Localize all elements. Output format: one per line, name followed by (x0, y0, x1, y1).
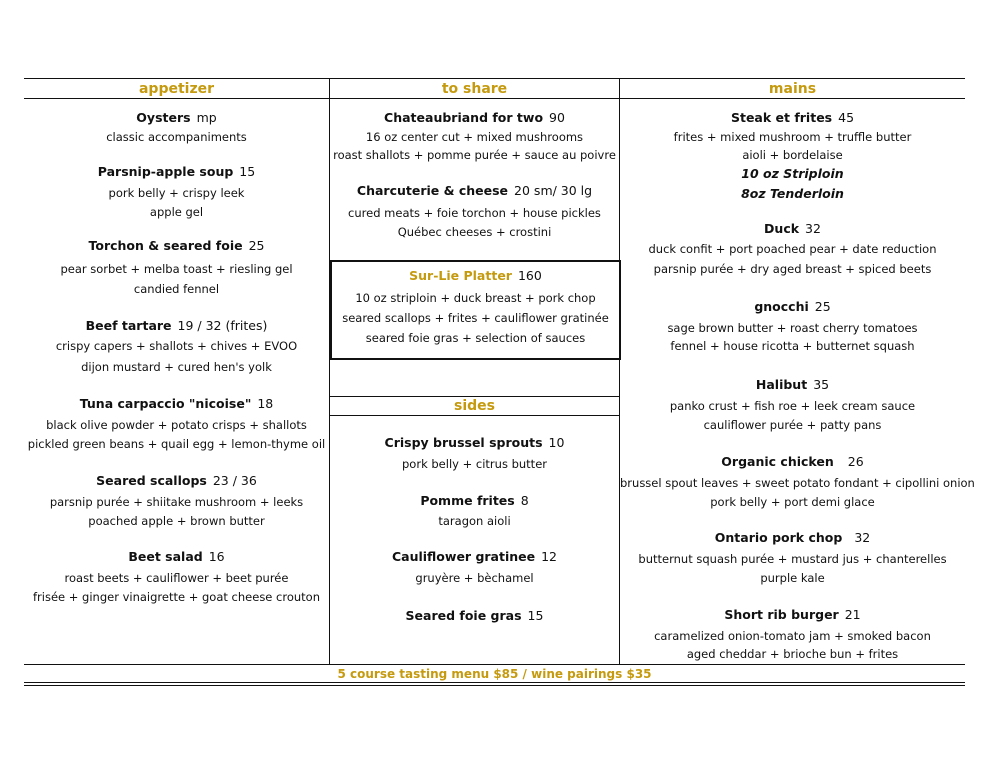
header-mains: mains (768, 81, 817, 97)
header-sides: sides (454, 398, 495, 414)
menu-item-option: 8oz Tenderloin (741, 186, 844, 201)
menu-item-title: Halibut 35 (755, 377, 830, 392)
menu-item-desc: purple kale (760, 571, 825, 585)
menu-item-desc: black olive powder + potato crisps + shallots (46, 418, 307, 432)
menu-item-title: Short rib burger 21 (724, 607, 861, 622)
menu-item-desc: gruyère + bèchamel (415, 571, 534, 585)
menu-item-desc: roast beets + cauliflower + beet purée (64, 571, 289, 585)
menu-item-desc: frites + mixed mushroom + truffle butter (673, 130, 912, 144)
menu-item-desc: brussel spout leaves + sweet potato fondant + cipollini onion (620, 476, 975, 490)
menu-item-title: Torchon & seared foie 25 (88, 238, 265, 253)
header-to-share: to share (441, 81, 508, 97)
menu-item-desc: pork belly + crispy leek (108, 186, 245, 200)
menu-item-desc: poached apple + brown butter (88, 514, 265, 528)
menu-item-title: Seared scallops 23 / 36 (96, 473, 257, 488)
menu-item-desc: parsnip purée + dry aged breast + spiced beets (653, 262, 932, 276)
menu-item-title: Charcuterie & cheese 20 sm/ 30 lg (356, 183, 593, 198)
appetizer-column (24, 0, 329, 773)
menu-item-desc: fennel + house ricotta + butternet squash (670, 339, 915, 353)
menu-item-desc: aioli + bordelaise (742, 148, 843, 162)
platter-title: Sur-Lie Platter 160 (409, 268, 542, 283)
menu-item-desc: parsnip purée + shiitake mushroom + leeks (49, 495, 304, 509)
menu-item-desc: taragon aioli (438, 514, 511, 528)
menu-item-title: Steak et frites 45 (730, 110, 855, 125)
platter-desc: seared foie gras + selection of sauces (365, 331, 586, 345)
menu-item-title: Crispy brussel sprouts 10 (384, 435, 565, 450)
menu-item-title: Beef tartare 19 / 32 (frites) (85, 318, 268, 333)
menu-item-title: gnocchi 25 (754, 299, 831, 314)
menu-item-desc: candied fennel (133, 282, 220, 296)
menu-item-title: Parsnip-apple soup 15 (97, 164, 256, 179)
menu-item-title: Cauliflower gratinee 12 (391, 549, 558, 564)
menu-item-desc: panko crust + fish roe + leek cream sauce (669, 399, 916, 413)
menu-item-desc: Québec cheeses + crostini (397, 225, 552, 239)
menu-item-desc: butternut squash purée + mustard jus + chanterelles (638, 552, 947, 566)
menu-item-desc: apple gel (149, 205, 204, 219)
menu-item-desc: 16 oz center cut + mixed mushrooms (365, 130, 584, 144)
menu-item-title: Beet salad 16 (128, 549, 225, 564)
menu-item-title: Tuna carpaccio "nicoise" 18 (79, 396, 274, 411)
menu-item-desc: dijon mustard + cured hen's yolk (81, 360, 272, 374)
platter-desc: 10 oz striploin + duck breast + pork chop (355, 291, 596, 305)
menu-item-desc: pickled green beans + quail egg + lemon-thyme oil (27, 437, 326, 451)
sides-column (330, 0, 619, 773)
menu-item-desc: sage brown butter + roast cherry tomatoes (667, 321, 918, 335)
menu-item-option: 10 oz Striploin (741, 166, 844, 181)
mains-column (620, 0, 975, 773)
menu-item-desc: classic accompaniments (106, 130, 247, 144)
menu-item-desc: roast shallots + pomme purée + sauce au poivre (333, 148, 616, 162)
menu-item-desc: cured meats + foie torchon + house pickles (348, 206, 601, 220)
tasting-menu-footer: 5 course tasting menu $85 / wine pairings $35 (337, 667, 652, 681)
menu-item-title: Chateaubriand for two 90 (384, 110, 565, 125)
menu-item-desc: frisée + ginger vinaigrette + goat cheese crouton (32, 590, 320, 604)
menu-item-title: Organic chicken 26 (721, 454, 864, 469)
header-appetizer: appetizer (138, 81, 215, 97)
menu-item-title: Duck 32 (764, 221, 821, 236)
menu-item-title: Pomme frites 8 (420, 493, 529, 508)
menu-item-title: Seared foie gras 15 (405, 608, 544, 623)
menu-item-desc: crispy capers + shallots + chives + EVOO (55, 339, 298, 353)
platter-desc: seared scallops + frites + cauliflower gratinée (342, 311, 609, 325)
menu-item-title: Ontario pork chop 32 (714, 530, 871, 545)
menu-item-desc: cauliflower purée + patty pans (703, 418, 882, 432)
menu-item-desc: aged cheddar + brioche bun + frites (686, 647, 899, 661)
menu-item-title: Oysters mp (136, 110, 217, 125)
menu-item-desc: caramelized onion-tomato jam + smoked bacon (654, 629, 931, 643)
menu-item-desc: duck confit + port poached pear + date reduction (648, 242, 937, 256)
menu-item-desc: pork belly + port demi glace (710, 495, 875, 509)
menu-item-desc: pork belly + citrus butter (402, 457, 547, 471)
menu-item-desc: pear sorbet + melba toast + riesling gel (60, 262, 293, 276)
